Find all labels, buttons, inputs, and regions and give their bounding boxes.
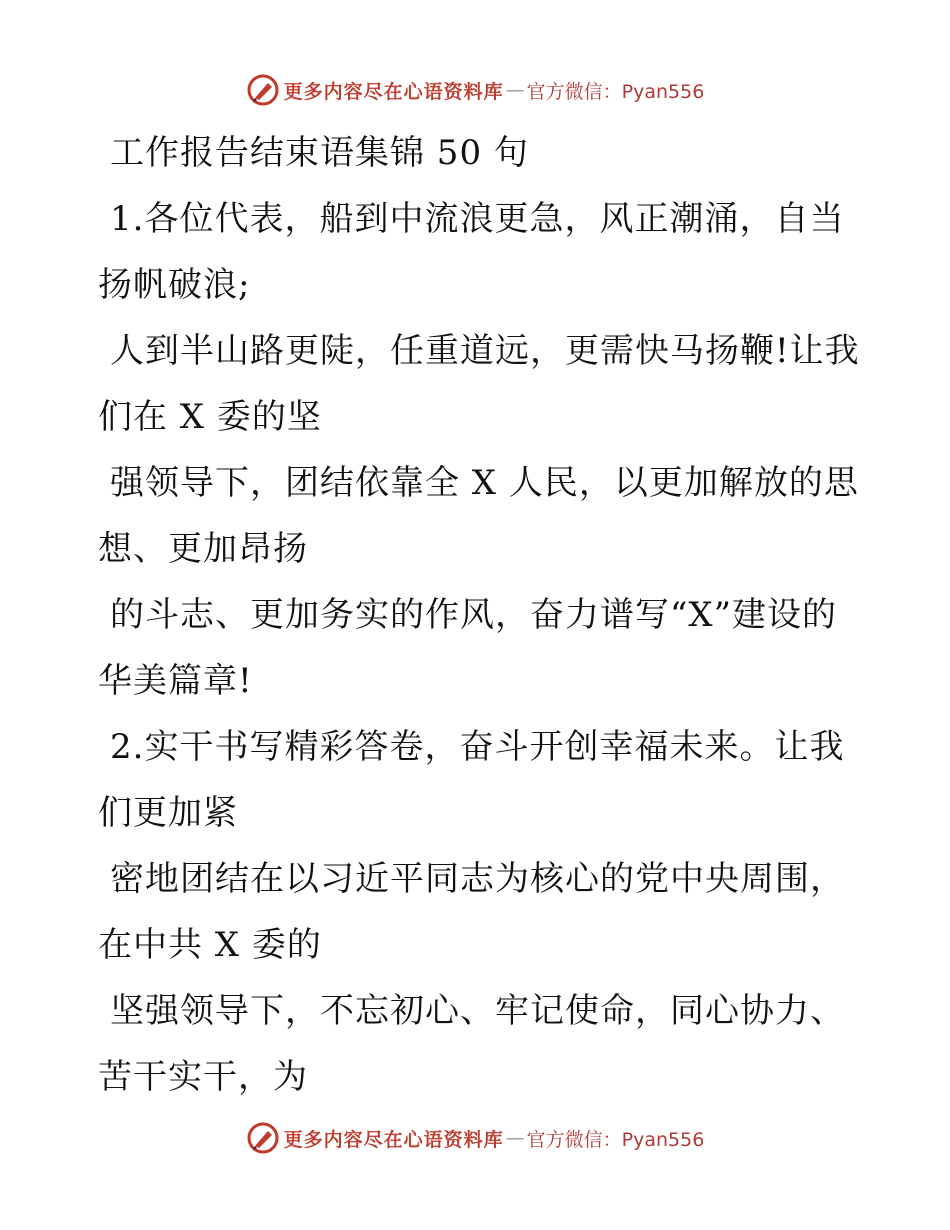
banner-separator: — [505,1127,525,1149]
banner-separator: — [505,79,525,101]
text-line: 想、更加昂扬 [98,529,308,569]
text-line: 坚强领导下，不忘初心、牢记使命，同心协力、 [110,991,845,1031]
footer-banner [0,1118,950,1158]
banner-slogan: 更多内容尽在心语资料库 [283,1128,504,1151]
text-line: 在中共 X 委的 [98,925,322,965]
header-banner [0,70,950,110]
banner-slogan: 更多内容尽在心语资料库 [283,80,504,103]
text-line: 1.各位代表，船到中流浪更急，风正潮涌，自当 [110,199,845,239]
text-line: 们在 X 委的坚 [98,397,322,437]
banner-wechat: 官方微信：Pyan556 [526,1128,705,1151]
pen-nib-logo-icon [246,73,280,107]
banner-wechat: 官方微信：Pyan556 [526,80,705,103]
text-line: 的斗志、更加务实的作风，奋力谱写“X”建设的 [110,595,837,635]
text-line: 强领导下，团结依靠全 X 人民，以更加解放的思 [110,463,859,503]
text-line: 们更加紧 [98,793,238,833]
text-line: 人到半山路更陡，任重道远，更需快马扬鞭!让我 [110,331,860,371]
text-line: 华美篇章! [98,661,253,701]
text-line: 苦干实干，为 [98,1057,308,1097]
document-title: 工作报告结束语集锦 50 句 [110,133,529,173]
text-line: 密地团结在以习近平同志为核心的党中央周围， [110,859,845,899]
document-body [98,120,868,1110]
pen-nib-logo-icon [246,1121,280,1155]
text-line: 扬帆破浪; [98,265,251,305]
text-line: 2.实干书写精彩答卷，奋斗开创幸福未来。让我 [110,727,845,767]
